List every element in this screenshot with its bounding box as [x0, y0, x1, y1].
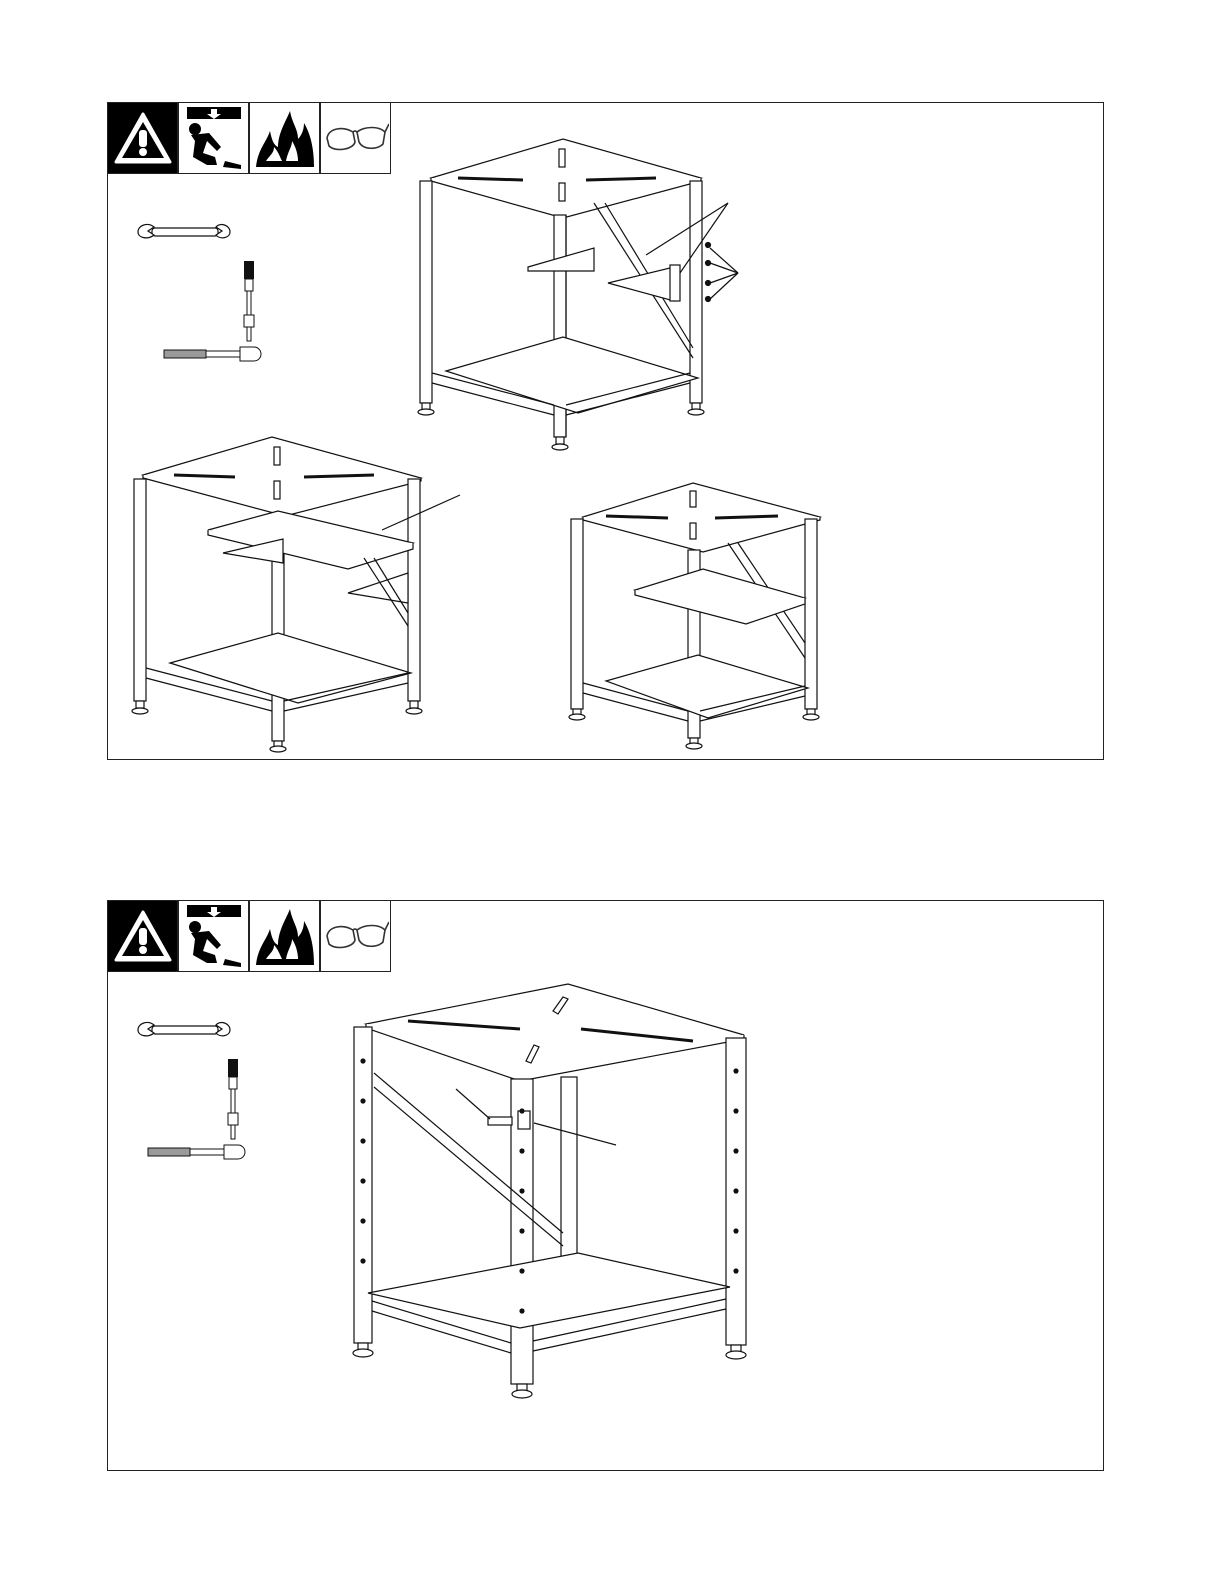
stand-with-shelf-brackets	[418, 139, 738, 450]
stand-shelf-installed	[569, 483, 820, 749]
stand-shelf-inserting	[132, 437, 460, 752]
assembly-step-panel	[107, 102, 1104, 760]
tools-and-views-art	[108, 103, 1105, 761]
tools-and-views-art	[108, 901, 1105, 1472]
open-end-wrench-icon	[138, 1023, 230, 1036]
socket-ratchet-icon	[164, 261, 261, 361]
assembly-step-panel	[107, 900, 1104, 1471]
stand-corner-bracket-detail	[353, 984, 746, 1398]
open-end-wrench-icon	[138, 225, 230, 238]
socket-ratchet-icon	[148, 1059, 245, 1159]
